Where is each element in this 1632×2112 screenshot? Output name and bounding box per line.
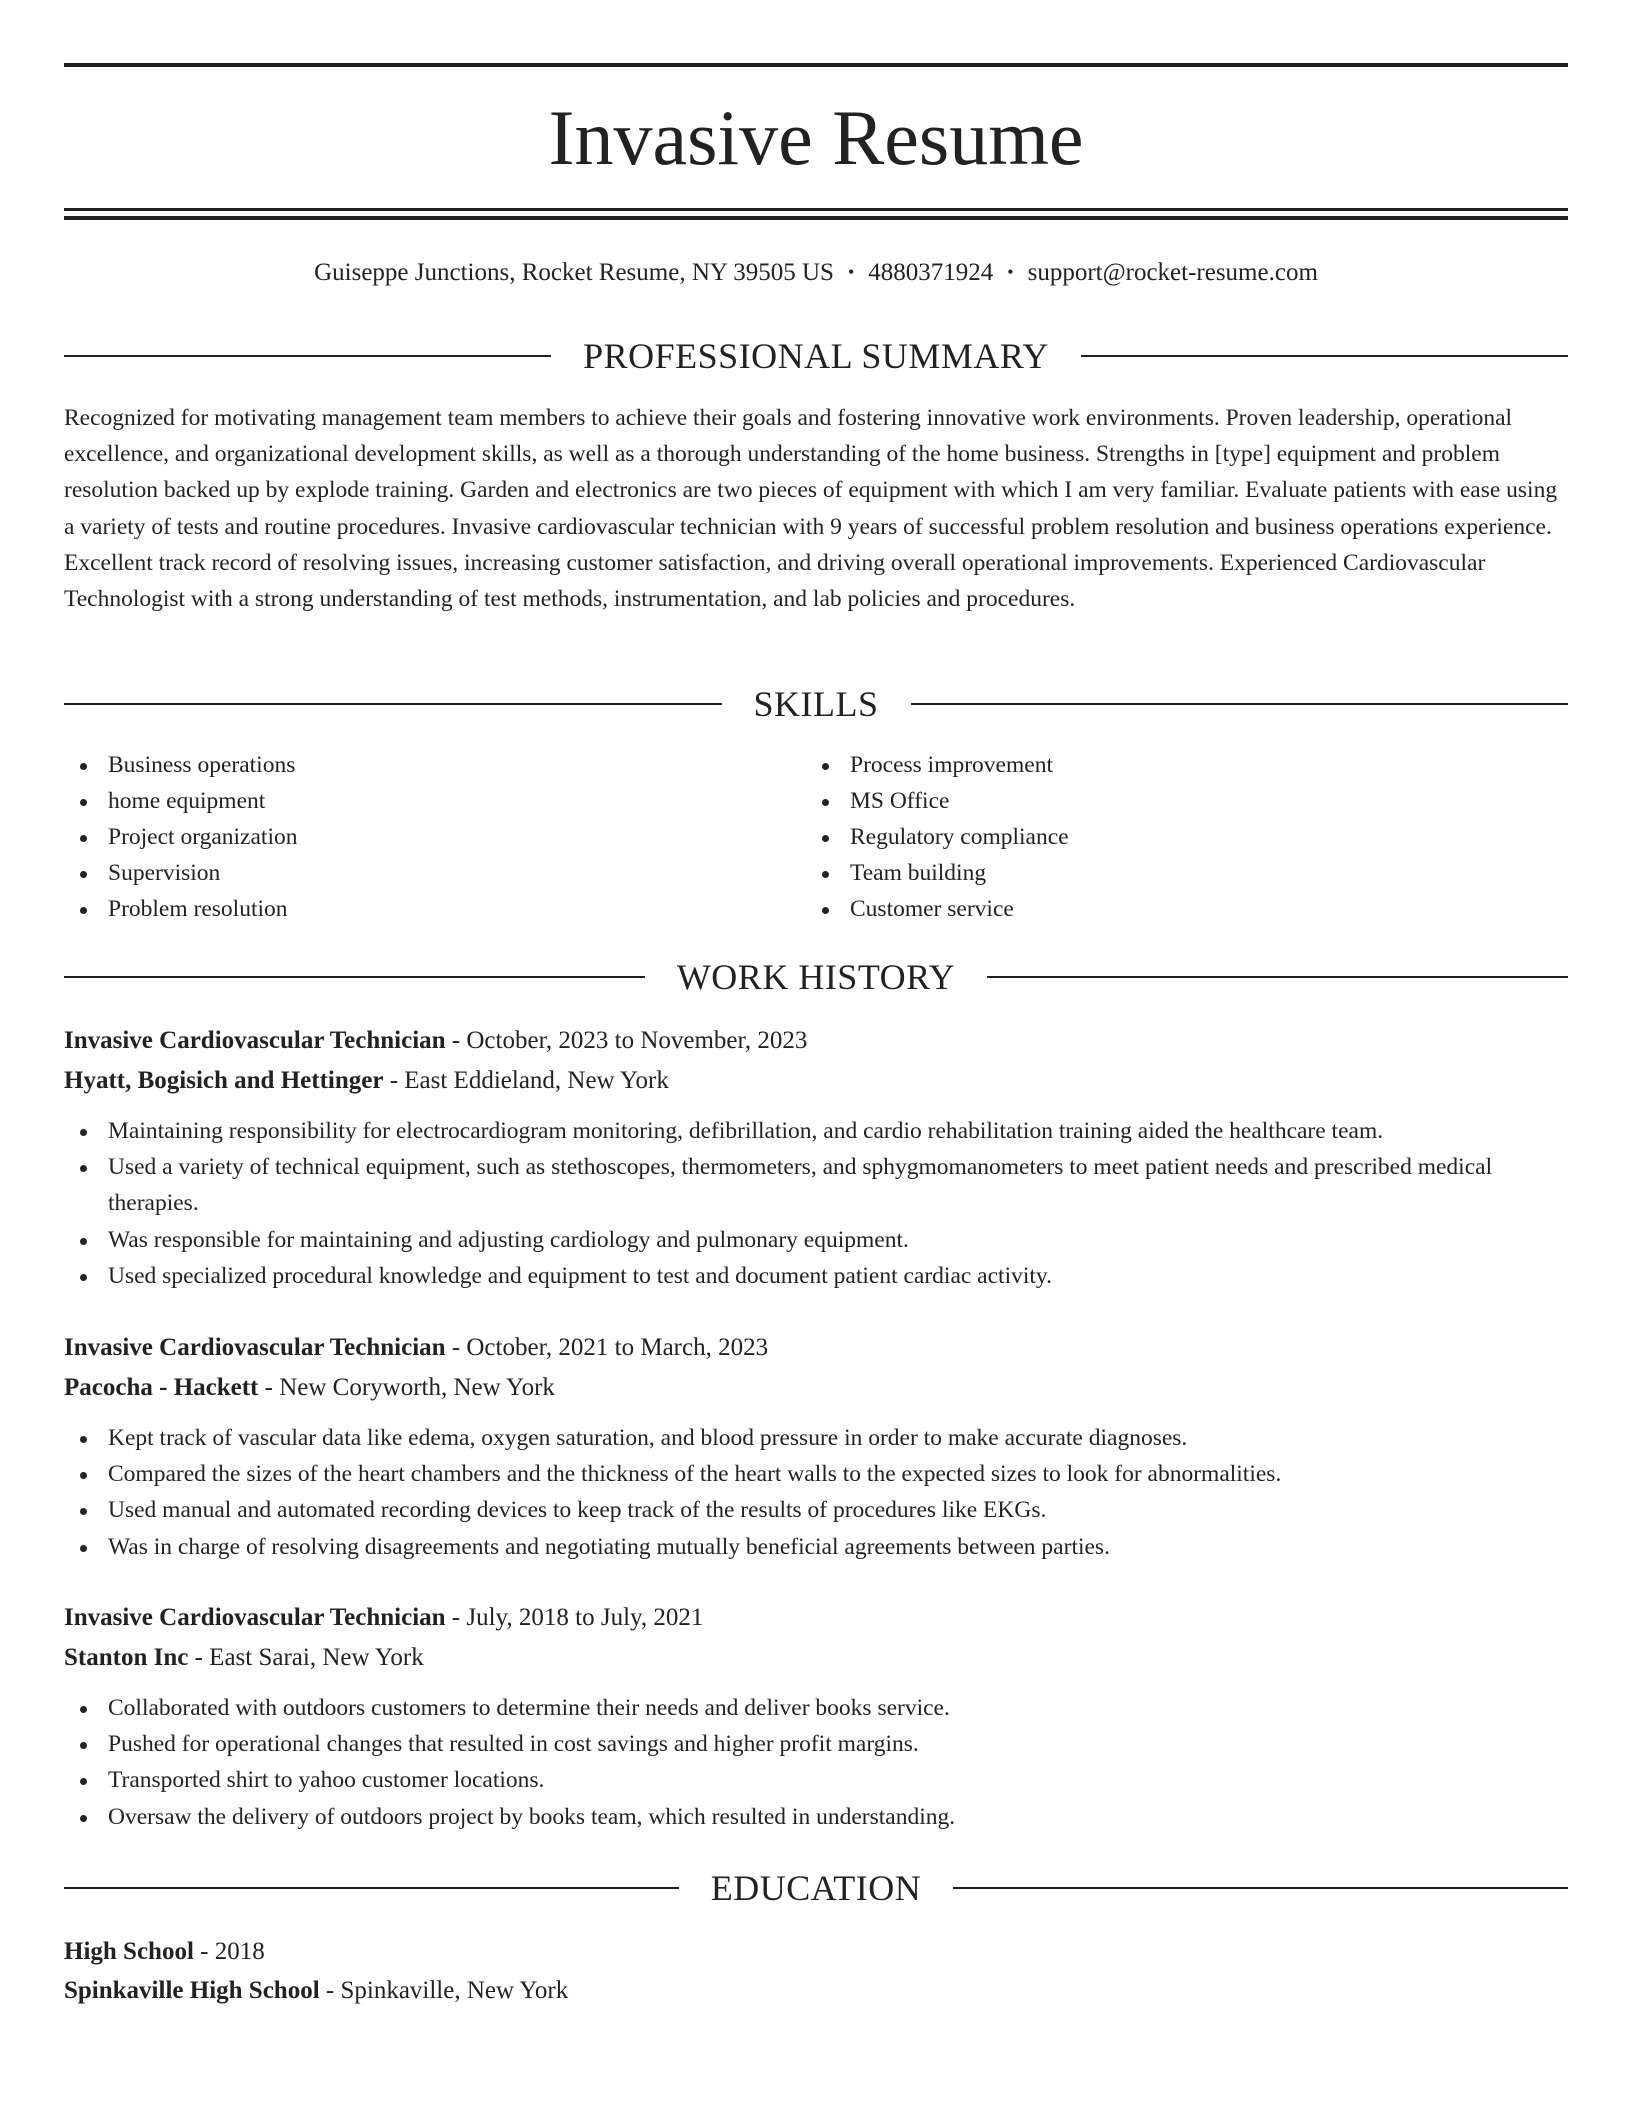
job-bullets xyxy=(64,1690,1568,1835)
skill-item: Process improvement xyxy=(806,747,1548,783)
job-title-line xyxy=(64,1021,1568,1061)
contact-separator: • xyxy=(847,262,855,282)
job-company-line xyxy=(64,1368,1568,1408)
job-bullet: Was in charge of resolving disagreements and negotiating mutually beneficial agreements between parties. xyxy=(64,1529,1568,1565)
job-title-line xyxy=(64,1328,1568,1368)
job-title: Invasive Cardiovascular Technician xyxy=(64,1027,446,1054)
job-bullet: Kept track of vascular data like edema, oxygen saturation, and blood pressure in order to make accurate diagnoses. xyxy=(64,1420,1568,1456)
section-heading-summary xyxy=(64,334,1568,378)
job-dates: - October, 2023 to November, 2023 xyxy=(445,1027,808,1054)
skills-list xyxy=(64,747,1568,927)
section-title: SKILLS xyxy=(753,684,879,724)
education-entry xyxy=(64,1932,1568,2010)
job-dates: - July, 2018 to July, 2021 xyxy=(445,1604,704,1631)
job-title-line xyxy=(64,1598,1568,1638)
section-title: EDUCATION xyxy=(710,1868,922,1908)
job-entry xyxy=(64,1328,1568,1565)
skills-column-right xyxy=(806,747,1548,927)
skill-item: MS Office xyxy=(806,783,1548,819)
job-bullet: Used manual and automated recording devices to keep track of the results of procedures like EKGs. xyxy=(64,1492,1568,1528)
job-title: Invasive Cardiovascular Technician xyxy=(64,1334,446,1361)
job-bullet: Collaborated with outdoors customers to determine their needs and deliver books service. xyxy=(64,1690,1568,1726)
skill-item: Team building xyxy=(806,855,1548,891)
job-bullet: Used a variety of technical equipment, such as stethoscopes, thermometers, and sphygmomanometers to meet patient needs and prescribed medical therapies. xyxy=(64,1149,1568,1221)
education-school-line xyxy=(64,1972,1568,2010)
job-bullet: Compared the sizes of the heart chambers and the thickness of the heart walls to the expected sizes to look for abnormalities. xyxy=(64,1456,1568,1492)
heading-rule xyxy=(64,1887,679,1889)
heading-rule xyxy=(64,976,645,978)
education-degree-line xyxy=(64,1932,1568,1972)
job-company-line xyxy=(64,1061,1568,1101)
summary-text: Recognized for motivating management team members to achieve their goals and fostering innovative work environments. Proven leadership, operational excellence, and organizational development skills, as well as a thorough understanding of the home business. Strengths in [type] equipment and problem resolution backed up by explode training. Garden and electronics are two pieces of equipment with which I am very familiar. Evaluate patients with ease using a variety of tests and routine procedures. Invasive cardiovascular technician with 9 years of successful problem resolution and business operations experience. Excellent track record of resolving issues, increasing customer satisfaction, and driving overall operational improvements. Experienced Cardiovascular Technologist with a strong understanding of test methods, instrumentation, and lab policies and procedures. xyxy=(64,405,1558,613)
job-bullet: Transported shirt to yahoo customer locations. xyxy=(64,1762,1568,1798)
job-company: Pacocha - Hackett xyxy=(64,1374,259,1401)
job-bullet: Oversaw the delivery of outdoors project by books team, which resulted in understanding. xyxy=(64,1799,1568,1835)
job-location: - New Coryworth, New York xyxy=(258,1374,555,1401)
section-heading-work-history xyxy=(64,955,1568,999)
skill-item: Supervision xyxy=(64,855,806,891)
education-degree: High School xyxy=(64,1938,194,1965)
contact-address: Guiseppe Junctions, Rocket Resume, NY 39505 US xyxy=(314,259,834,286)
job-bullet: Used specialized procedural knowledge and equipment to test and document patient cardiac activity. xyxy=(64,1258,1568,1294)
heading-rule xyxy=(911,703,1569,705)
heading-rule xyxy=(64,355,551,357)
job-bullets xyxy=(64,1420,1568,1565)
job-title: Invasive Cardiovascular Technician xyxy=(64,1604,446,1631)
job-location: - East Eddieland, New York xyxy=(383,1067,669,1094)
education-year: - 2018 xyxy=(193,1938,265,1965)
contact-phone: 4880371924 xyxy=(868,259,994,286)
contact-email: support@rocket-resume.com xyxy=(1027,259,1318,286)
heading-rule xyxy=(987,976,1568,978)
header-top-rule xyxy=(64,63,1568,67)
skill-item: home equipment xyxy=(64,783,806,819)
heading-rule xyxy=(64,703,722,705)
education-location: - Spinkaville, New York xyxy=(319,1977,569,2004)
job-company-line xyxy=(64,1638,1568,1678)
job-company: Hyatt, Bogisich and Hettinger xyxy=(64,1067,384,1094)
section-title: WORK HISTORY xyxy=(676,957,956,997)
skill-item: Regulatory compliance xyxy=(806,819,1548,855)
job-company: Stanton Inc xyxy=(64,1644,189,1671)
job-location: - East Sarai, New York xyxy=(188,1644,424,1671)
job-bullet: Pushed for operational changes that resulted in cost savings and higher profit margins. xyxy=(64,1726,1568,1762)
skills-column-left xyxy=(64,747,806,927)
resume-name: Invasive Resume xyxy=(548,94,1084,181)
heading-rule xyxy=(1081,355,1568,357)
education-school: Spinkaville High School xyxy=(64,1977,320,2004)
contact-separator: • xyxy=(1007,262,1014,282)
job-dates: - October, 2021 to March, 2023 xyxy=(445,1334,769,1361)
job-entry xyxy=(64,1598,1568,1835)
job-bullet: Was responsible for maintaining and adjusting cardiology and pulmonary equipment. xyxy=(64,1222,1568,1258)
skill-item: Problem resolution xyxy=(64,891,806,927)
job-entry xyxy=(64,1021,1568,1294)
skill-item: Business operations xyxy=(64,747,806,783)
skill-item: Project organization xyxy=(64,819,806,855)
section-heading-skills xyxy=(64,682,1568,726)
section-title: PROFESSIONAL SUMMARY xyxy=(583,336,1049,376)
job-bullet: Maintaining responsibility for electrocardiogram monitoring, defibrillation, and cardio rehabilitation training aided the healthcare team. xyxy=(64,1113,1568,1149)
header-double-rule xyxy=(64,208,1568,220)
heading-rule xyxy=(953,1887,1568,1889)
job-bullets xyxy=(64,1113,1568,1294)
section-heading-education xyxy=(64,1866,1568,1910)
contact-line xyxy=(64,254,1568,291)
skill-item: Customer service xyxy=(806,891,1548,927)
